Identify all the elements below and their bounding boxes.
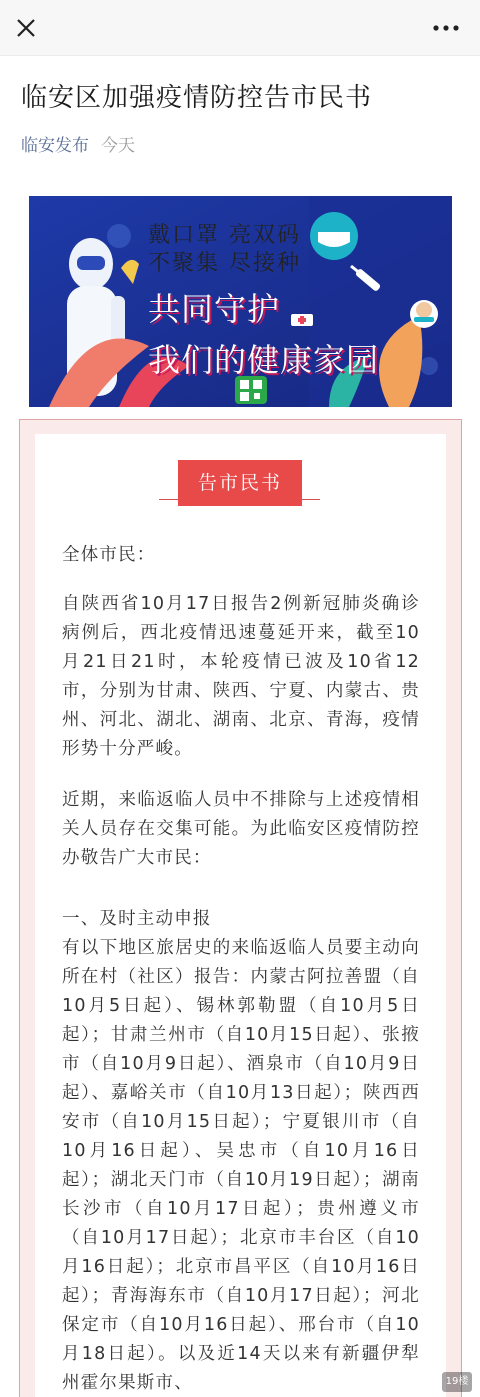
article-meta (21, 134, 135, 158)
banner-headline-line2: 我们的健康家园 (148, 341, 380, 379)
notice-badge: 告市民书 (178, 460, 302, 506)
more-button[interactable] (430, 14, 462, 42)
more-horizontal-icon (430, 14, 462, 42)
health-flag-icon (291, 314, 313, 326)
banner-slogan-line1: 戴口罩 亮双码 (148, 223, 301, 248)
banner-headline-line1: 共同守护 (148, 290, 281, 328)
top-bar (0, 0, 480, 56)
account-link[interactable]: 临安发布 (21, 136, 89, 156)
watermark-logo: 19楼 (442, 1372, 472, 1392)
notice-paragraph-3: 有以下地区旅居史的来临返临人员要主动向所在村（社区）报告：内蒙古阿拉善盟（自10月5日起）、锡林郭勒盟（自10月5日起）；甘肃兰州市（自10月15日起）、张掖市（自10月9日起）、酒泉市（自10月9日起）、嘉峪关市（自10月13日起）；陕西西安市（自10月15日起）；宁夏银川市（自10月16日起）、吴忠市（自10月16日起）；湖北天门市（自10月19日起）；湖南长沙市（自10月17日起）；贵州遵义市（自10月17日起）；北京市丰台区（自10月16日起）；北京市昌平区（自10月16日起）；青海海东市（自10月17日起）；河北保定市（自10月16日起）、邢台市（自10月18日起）。以及近14天以来有新疆伊犁州霍尔果斯市、 (62, 938, 420, 1393)
notice-paragraph-1: 自陕西省10月17日报告2例新冠肺炎确诊病例后，西北疫情迅速蔓延开来，截至10月21日21时，本轮疫情已波及10省12市，分别为甘肃、陕西、宁夏、内蒙古、贵州、河北、湖北、湖南、北京、青海，疫情形势十分严峻。 (62, 594, 420, 759)
banner-slogan-line2: 不聚集 尽接种 (148, 251, 301, 276)
article-title: 临安区加强疫情防控告市民书 (21, 83, 373, 113)
publish-date: 今天 (101, 136, 135, 156)
notice-salutation: 全体市民： (62, 545, 156, 565)
doctor-icon (410, 300, 438, 328)
close-icon (12, 14, 40, 42)
section-heading-1: 一、及时主动申报 (62, 909, 212, 929)
mask-icon (310, 212, 358, 260)
notice-paragraph-2: 近期，来临返临人员中不排除与上述疫情相关人员存在交集可能。为此临安区疫情防控办敬告广大市民： (62, 790, 420, 868)
close-button[interactable] (12, 14, 40, 42)
